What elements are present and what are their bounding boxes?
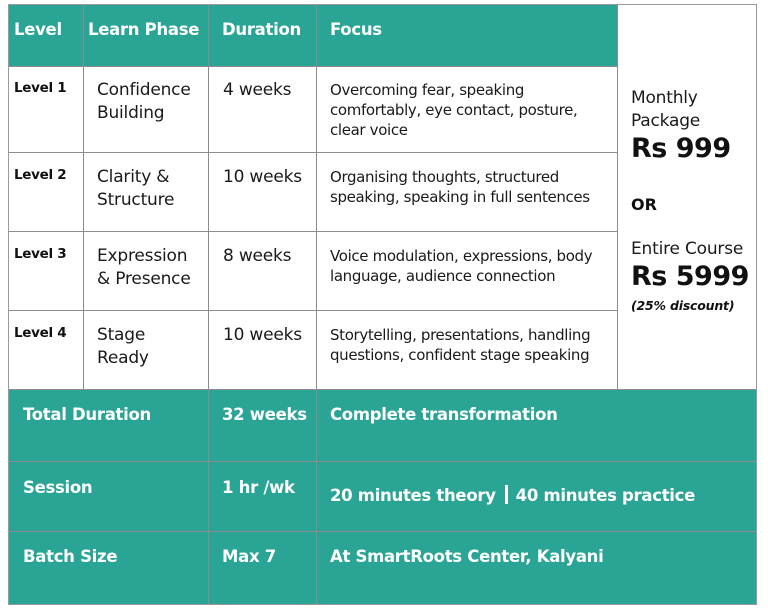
grid-line [9, 389, 756, 390]
course-table [8, 4, 757, 605]
focus-text: Voice modulation, expressions, body language, audience connection [330, 247, 593, 285]
phase-name: Confidence Building [97, 80, 191, 123]
total-duration-focus: Complete transformation [330, 405, 558, 424]
monthly-package-label: Monthly Package [631, 88, 701, 131]
phase-name: Stage Ready [97, 325, 149, 368]
grid-line [617, 5, 618, 389]
header-phase: Learn Phase [88, 20, 200, 39]
session-value: 1 hr /wk [222, 478, 295, 497]
total-duration-label: Total Duration [23, 405, 151, 424]
session-theory: 20 minutes theory [330, 486, 496, 505]
course-price: Rs 5999 [631, 261, 749, 292]
grid-line [316, 5, 317, 604]
duration-value: 10 weeks [223, 167, 302, 187]
monthly-price: Rs 999 [631, 133, 731, 164]
duration-value: 10 weeks [223, 325, 302, 345]
level-label: Level 2 [14, 167, 67, 183]
entire-course-label: Entire Course [631, 239, 744, 259]
grid-line [9, 531, 756, 532]
phase-name: Expression & Presence [97, 246, 191, 289]
grid-line [9, 152, 617, 153]
focus-text: Overcoming fear, speaking comfortably, eye contact, posture, clear voice [330, 81, 578, 139]
grid-line [208, 5, 209, 604]
phase-name: Clarity & Structure [97, 167, 175, 210]
batch-size-value: Max 7 [222, 547, 276, 566]
session-label: Session [23, 478, 93, 497]
batch-location: At SmartRoots Center, Kalyani [330, 547, 604, 566]
grid-line [9, 310, 617, 311]
level-label: Level 3 [14, 246, 67, 262]
focus-text: Organising thoughts, structured speaking, speaking in full sentences [330, 168, 590, 206]
grid-line [9, 66, 617, 67]
duration-value: 8 weeks [223, 246, 292, 266]
header-focus: Focus [330, 20, 382, 39]
separator-bar [505, 485, 508, 504]
total-duration-value: 32 weeks [222, 405, 307, 424]
header-duration: Duration [222, 20, 301, 39]
header-level: Level [14, 20, 62, 39]
session-breakdown [330, 485, 695, 505]
grid-line [9, 461, 756, 462]
batch-size-label: Batch Size [23, 547, 118, 566]
level-label: Level 4 [14, 325, 67, 341]
focus-text: Storytelling, presentations, handling questions, confident stage speaking [330, 326, 591, 364]
or-divider: OR [631, 195, 657, 214]
grid-line [9, 231, 617, 232]
discount-note: (25% discount) [631, 298, 735, 313]
session-practice: 40 minutes practice [515, 486, 696, 505]
duration-value: 4 weeks [223, 80, 292, 100]
grid-line [83, 5, 84, 389]
level-label: Level 1 [14, 80, 67, 96]
